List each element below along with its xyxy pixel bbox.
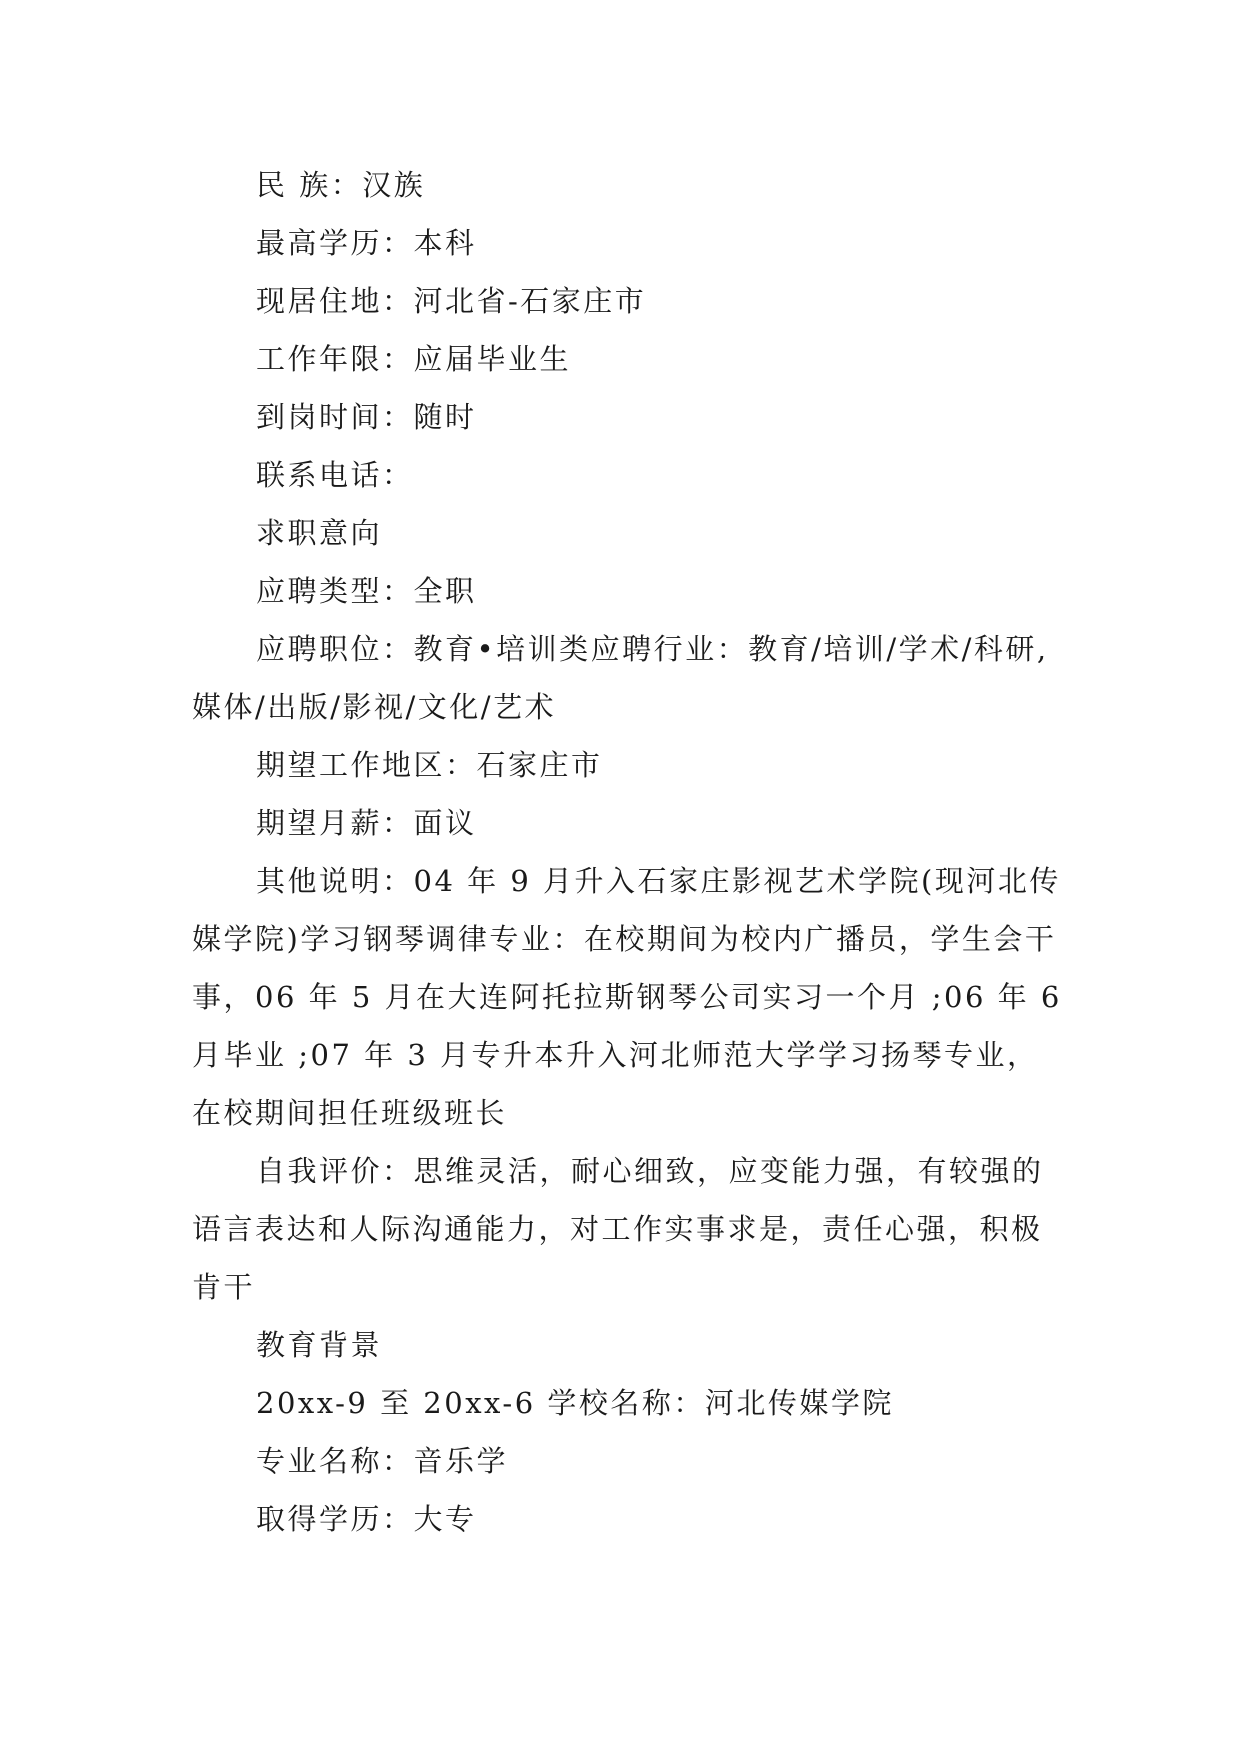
education-background-heading: 教育背景 [256,1328,383,1362]
document-body [192,156,1062,1548]
job-intention-heading: 求职意向 [256,516,383,550]
phone-line: 联系电话： [256,458,414,492]
self-evaluation-paragraph: 自我评价：思维灵活，耐心细致，应变能力强，有较强的语言表达和人际沟通能力，对工作实事求是，责任心强，积极肯干 [192,1154,1044,1304]
residence-line: 现居住地：河北省-石家庄市 [256,284,647,318]
education-level-line: 最高学历：本科 [256,226,477,260]
other-notes-paragraph: 其他说明：04 年 9 月升入石家庄影视艺术学院(现河北传媒学院)学习钢琴调律专业：在校期间为校内广播员，学生会干事，06 年 5 月在大连阿托拉斯钢琴公司实习一个月 ;06 年 6 月毕业 ;07 年 3 月专升本升入河北师范大学学习扬琴专业，在校期间担任班级班长 [192,864,1062,1130]
expected-location-line: 期望工作地区：石家庄市 [256,748,603,782]
ethnicity-line: 民 族：汉族 [256,168,426,202]
job-type-line: 应聘类型：全职 [256,574,477,608]
major-line: 专业名称：音乐学 [256,1444,509,1478]
job-position-paragraph: 应聘职位：教育•培训类应聘行业：教育/培训/学术/科研,媒体/出版/影视/文化/艺术 [192,632,1049,724]
work-years-line: 工作年限：应届毕业生 [256,342,572,376]
availability-line: 到岗时间：随时 [256,400,477,434]
school-line: 20xx-9 至 20xx-6 学校名称：河北传媒学院 [256,1386,894,1420]
expected-salary-line: 期望月薪：面议 [256,806,477,840]
degree-line: 取得学历：大专 [256,1502,477,1536]
